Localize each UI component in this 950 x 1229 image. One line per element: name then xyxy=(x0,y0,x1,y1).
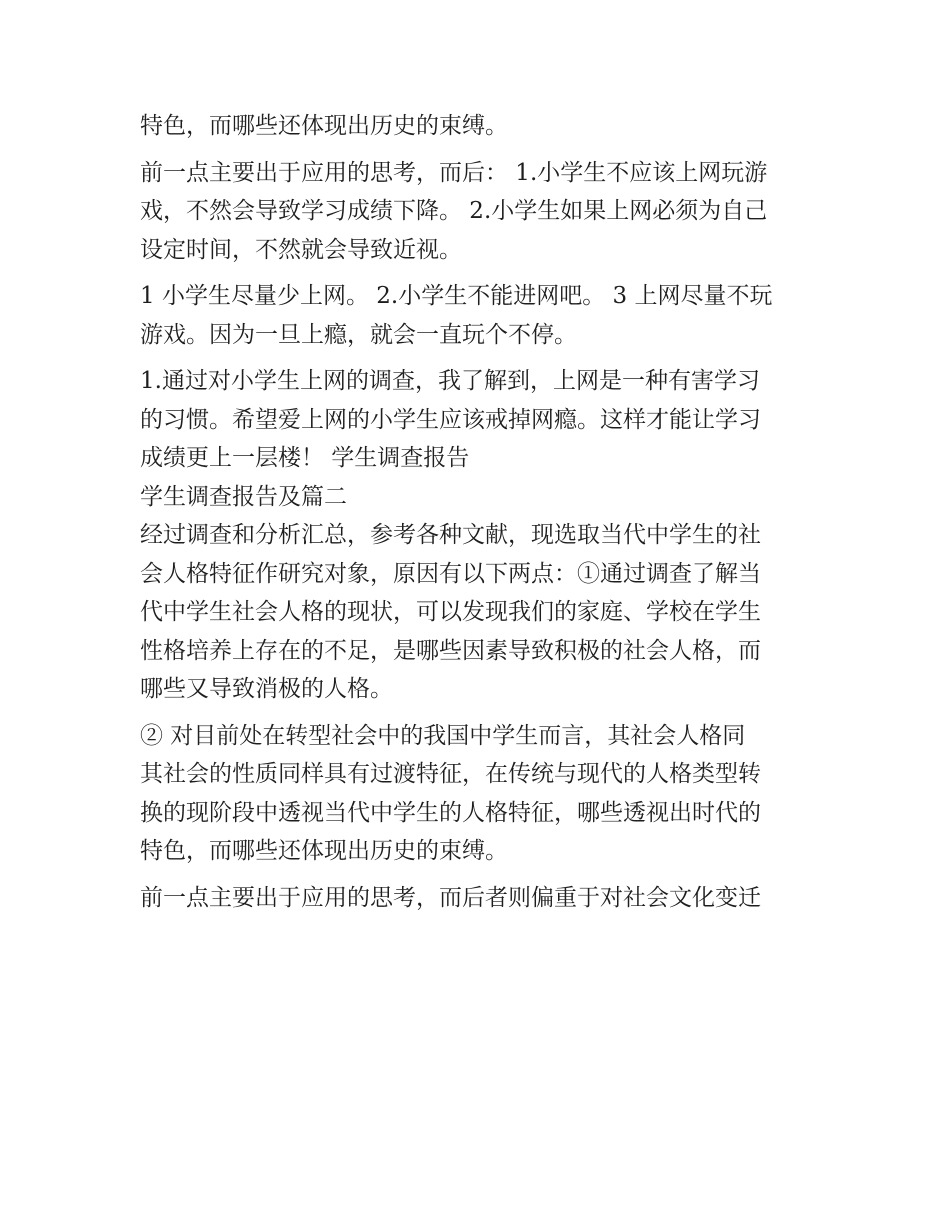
text-line: 特色，而哪些还体现出历史的束缚。 xyxy=(140,113,508,139)
text-line: 代中学生社会人格的现状，可以发现我们的家庭、学校在学生 xyxy=(140,599,761,625)
text-line: 性格培养上存在的不足，是哪些因素导致积极的社会人格，而 xyxy=(140,637,761,664)
text-line: 经过调查和分析汇总，参考各种文献，现选取当代中学生的社 xyxy=(140,522,761,548)
text-line: 游戏。因为一旦上瘾，就会一直玩个不停。 xyxy=(140,321,577,348)
text-line: 换的现阶段中透视当代中学生的人格特征，哪些透视出时代的 xyxy=(140,799,761,826)
text-line: 1.通过对小学生上网的调查，我了解到，上网是一种有害学习 xyxy=(140,368,760,394)
text-line: 戏，不然会导致学习成绩下降。 2.小学生如果上网必须为自己 xyxy=(140,198,768,224)
text-line: 的习惯。希望爱上网的小学生应该戒掉网瘾。这样才能让学习 xyxy=(140,406,761,433)
text-line: ② 对目前处在转型社会中的我国中学生而言，其社会人格同 xyxy=(140,722,746,749)
text-line: 成绩更上一层楼！ 学生调查报告 xyxy=(140,445,470,471)
text-line: 设定时间，不然就会导致近视。 xyxy=(140,236,462,263)
text-line: 1 小学生尽量少上网。 2.小学生不能进网吧。 3 上网尽量不玩 xyxy=(140,283,773,309)
text-line: 哪些又导致消极的人格。 xyxy=(140,676,393,702)
text-line: 前一点主要出于应用的思考，而后者则偏重于对社会文化变迁 xyxy=(140,884,761,911)
section-heading: 学生调查报告及篇二 xyxy=(140,483,347,510)
document-body xyxy=(140,107,820,917)
text-line: 前一点主要出于应用的思考，而后： 1.小学生不应该上网玩游 xyxy=(140,159,768,186)
text-line: 其社会的性质同样具有过渡特征，在传统与现代的人格类型转 xyxy=(140,761,761,787)
text-line: 会人格特征作研究对象，原因有以下两点：①通过调查了解当 xyxy=(140,560,761,587)
text-line: 特色，而哪些还体现出历史的束缚。 xyxy=(140,838,508,864)
